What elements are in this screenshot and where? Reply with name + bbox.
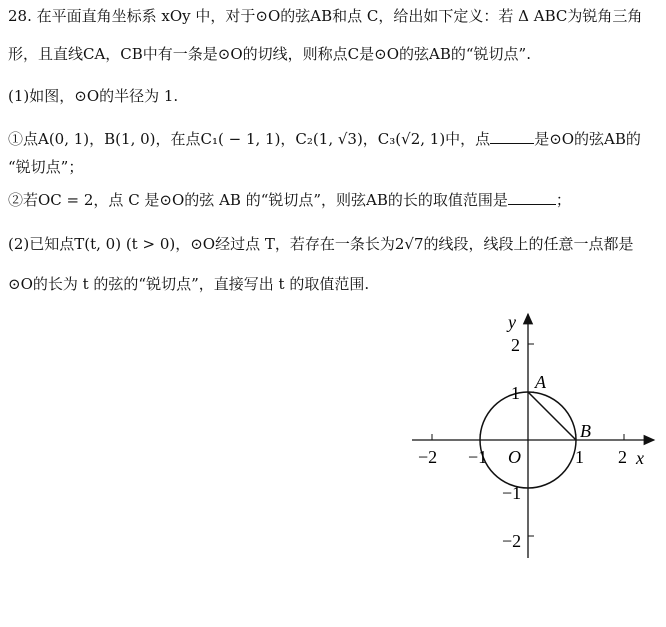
y-tick-label: 2	[511, 335, 520, 355]
problem-text-6b: ；	[555, 191, 571, 209]
problem-line-8	[8, 274, 369, 294]
y-tick-label: 1	[511, 383, 520, 403]
problem-text-6a: ②若OC = 2，点 C 是⊙O的弦 AB 的“锐切点”，则弦AB的长的取值范围是	[8, 191, 508, 209]
answer-blank-2	[508, 190, 556, 205]
y-axis-label: y	[508, 312, 516, 332]
problem-line-5	[8, 157, 83, 177]
problem-text-4b: 是⊙O的弦AB的	[534, 130, 641, 148]
problem-line-2	[8, 44, 531, 64]
problem-line-4	[8, 129, 641, 149]
problem-line-1	[8, 6, 642, 26]
problem-number: 28.	[8, 7, 32, 25]
x-tick-label: −1	[468, 447, 488, 467]
circle-o	[480, 392, 576, 488]
x-tick-label: 2	[618, 447, 627, 467]
problem-text-8: ⊙O的长为 t 的弦的“锐切点”，直接写出 t 的取值范围.	[8, 275, 370, 293]
problem-line-6	[8, 190, 571, 210]
y-tick-label: −1	[502, 483, 522, 503]
x-tick-label: 1	[575, 447, 584, 467]
problem-text-2: 形，且直线CA，CB中有一条是⊙O的切线，则称点C是⊙O的弦AB的“锐切点”.	[8, 45, 531, 63]
x-tick-label: −2	[418, 447, 438, 467]
problem-text-1: 在平面直角坐标系 xOy 中，对于⊙O的弦AB和点 C，给出如下定义：若 Δ ABC为锐角三角	[36, 7, 643, 25]
problem-text-5: “锐切点”；	[8, 158, 84, 176]
y-tick-label: −2	[502, 531, 522, 551]
origin-label: O	[508, 447, 521, 467]
point-a-label: A	[535, 372, 546, 392]
problem-line-3	[8, 86, 178, 106]
problem-text-3: (1)如图，⊙O的半径为 1.	[8, 87, 179, 105]
point-b-label: B	[580, 421, 591, 441]
problem-line-7	[8, 234, 634, 254]
problem-text-7: (2)已知点T(t, 0) (t > 0)，⊙O经过点 T，若存在一条长为2√7的线段，线段上的任意一点都是	[8, 235, 634, 253]
chord-ab	[528, 392, 576, 440]
problem-text-4a: ①点A(0, 1)，B(1, 0)，在点C₁( − 1, 1)，C₂(1, √3)，C₃(√2, 1)中，点	[8, 130, 491, 148]
x-axis-label: x	[636, 448, 644, 468]
answer-blank-1	[490, 129, 534, 144]
